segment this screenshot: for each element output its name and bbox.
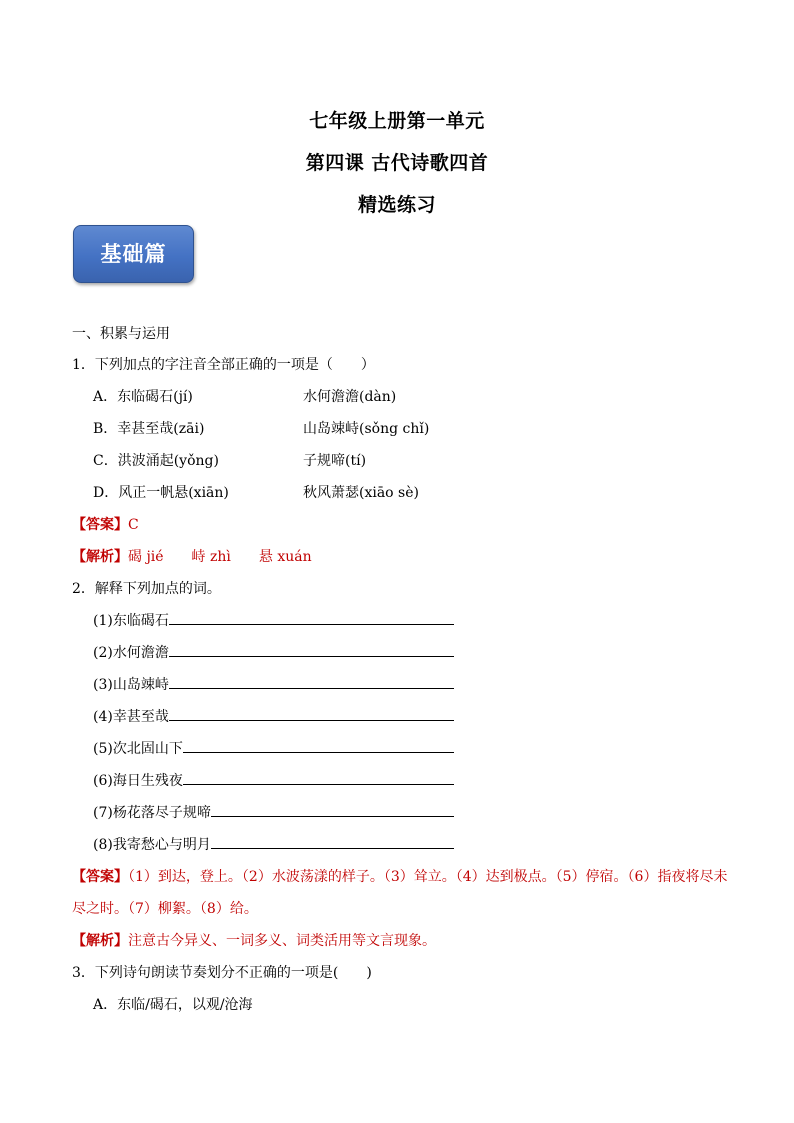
q2-item	[93, 644, 454, 662]
q2-item	[93, 836, 454, 854]
q2-item-label: (8)我寄愁心与明月	[93, 837, 211, 853]
answer-blank[interactable]	[169, 612, 454, 625]
answer-text-line1: （1）到达，登上。（2）水波荡漾的样子。（3）耸立。（4）达到极点。（5）停宿。（6）指夜将尽未	[128, 869, 728, 885]
section-badge: 基础篇	[73, 225, 194, 283]
answer-tag: 【答案】	[72, 517, 128, 533]
q2-item	[93, 676, 454, 694]
analysis-tag: 【解析】	[72, 933, 128, 949]
answer-tag: 【答案】	[72, 869, 128, 885]
doc-title-practice: 精选练习	[357, 194, 436, 216]
answer-blank[interactable]	[169, 708, 454, 721]
q1-option-b-right: 山岛竦峙(sǒng chǐ)	[303, 421, 430, 437]
q2-item	[93, 772, 454, 790]
q2-stem: 2．解释下列加点的词。	[72, 581, 221, 597]
answer-blank[interactable]	[211, 836, 454, 849]
doc-title-grade: 七年级上册第一单元	[309, 110, 485, 132]
q1-stem: 1．下列加点的字注音全部正确的一项是（ ）	[72, 357, 375, 373]
q2-item-label: (6)海日生残夜	[93, 773, 183, 789]
q1-option-c-right: 子规啼(tí)	[303, 453, 367, 469]
q1-option-d-right: 秋风萧瑟(xiāo sè)	[303, 485, 419, 501]
q1-option-a-left: A．东临碣石(jí)	[93, 389, 193, 405]
q3-option-a: A．东临/碣石，以观/沧海	[93, 997, 253, 1013]
q2-answer	[72, 868, 727, 886]
q2-item-label: (2)水何澹澹	[93, 645, 169, 661]
answer-blank[interactable]	[211, 804, 454, 817]
q2-item-label: (4)幸甚至哉	[93, 709, 169, 725]
q1-analysis	[72, 548, 312, 566]
q2-item	[93, 708, 454, 726]
q2-item	[93, 740, 454, 758]
q1-option-c-left: C．洪波涌起(yǒng)	[93, 453, 219, 469]
q2-item	[93, 612, 454, 630]
answer-value: C	[128, 517, 139, 533]
analysis-text: 注意古今异义、一词多义、词类活用等文言现象。	[128, 933, 436, 949]
q2-item	[93, 804, 454, 822]
q1-option-d-left: D．风正一帆悬(xiān)	[93, 485, 229, 501]
answer-blank[interactable]	[169, 676, 454, 689]
answer-text-line2: 尽之时。（7）柳絮。（8）给。	[72, 901, 258, 917]
q1-option-b-left: B．幸甚至哉(zāi)	[93, 421, 205, 437]
q2-item-label: (7)杨花落尽子规啼	[93, 805, 211, 821]
q2-item-label: (3)山岛竦峙	[93, 677, 169, 693]
q3-stem: 3．下列诗句朗读节奏划分不正确的一项是( )	[72, 965, 372, 981]
q2-item-label: (5)次北固山下	[93, 741, 183, 757]
analysis-tag: 【解析】	[72, 549, 128, 565]
answer-blank[interactable]	[169, 644, 454, 657]
analysis-text: 碣 jié 峙 zhì 悬 xuán	[128, 549, 312, 565]
q1-option-a-right: 水何澹澹(dàn)	[303, 389, 397, 405]
answer-blank[interactable]	[183, 772, 454, 785]
q2-analysis	[72, 932, 436, 950]
q1-answer	[72, 516, 139, 534]
answer-blank[interactable]	[183, 740, 454, 753]
q2-item-label: (1)东临碣石	[93, 613, 169, 629]
doc-title-lesson: 第四课 古代诗歌四首	[305, 152, 489, 174]
section-heading: 一、积累与运用	[72, 326, 170, 342]
